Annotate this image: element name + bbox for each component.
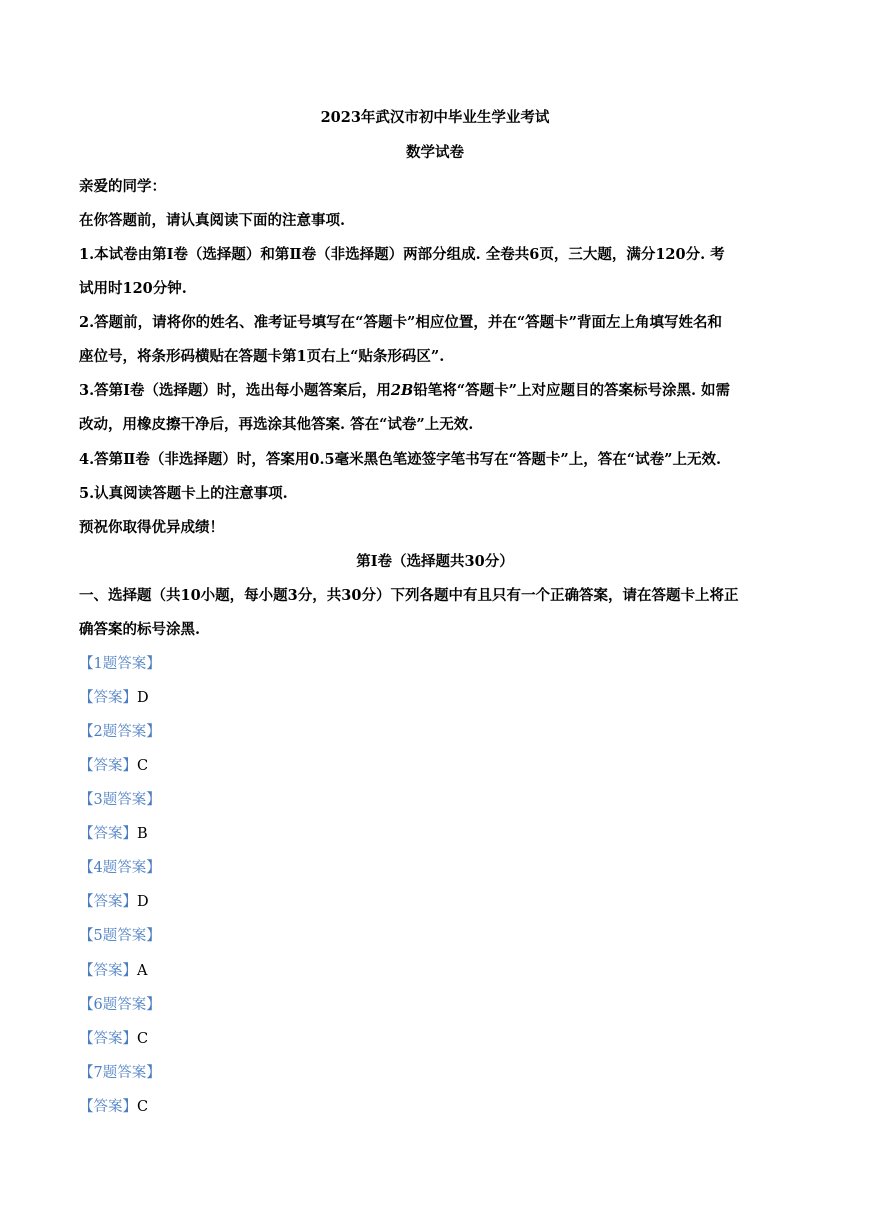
answer-value: B bbox=[137, 826, 148, 842]
section-instruction-line-1: 一、选择题（共10小题，每小题3分，共30分）下列各题中有且只有一个正确答案，请在答题卡上将正 bbox=[79, 587, 739, 604]
answer-value: A bbox=[137, 963, 148, 979]
question-label: 【3题答案】 bbox=[79, 792, 161, 808]
answer-value: D bbox=[137, 690, 149, 706]
section-instruction-line-2: 确答案的标号涂黑. bbox=[79, 621, 201, 638]
answer-value: C bbox=[137, 1031, 149, 1047]
question-label: 【6题答案】 bbox=[79, 997, 161, 1013]
question-label: 【5题答案】 bbox=[79, 928, 161, 944]
pencil-grade: 2B bbox=[390, 382, 414, 399]
notice-wish: 预祝你取得优异成绩！ bbox=[79, 519, 224, 536]
section-title: 第Ⅰ卷（选择题共30分） bbox=[356, 553, 514, 570]
question-label: 【2题答案】 bbox=[79, 724, 161, 740]
question-label: 【4题答案】 bbox=[79, 860, 161, 876]
notice-item-5: 5.认真阅读答题卡上的注意事项. bbox=[79, 485, 288, 502]
answer-tag: 【答案】 bbox=[79, 758, 137, 774]
notice-item-2-line-1: 2.答题前，请将你的姓名、准考证号填写在“答题卡”相应位置，并在“答题卡”背面左上角填写姓名和 bbox=[79, 314, 722, 331]
answer-line bbox=[79, 688, 791, 708]
exam-title: 2023年武汉市初中毕业生学业考试 bbox=[320, 109, 550, 126]
notice-item-3-line-1 bbox=[79, 381, 791, 401]
answer-line bbox=[79, 892, 791, 912]
notice-item-4: 4.答第Ⅱ卷（非选择题）时，答案用0.5毫米黑色笔迹签字笔书写在“答题卡”上，答在“试卷”上无效. bbox=[79, 451, 721, 468]
question-label: 【1题答案】 bbox=[79, 656, 161, 672]
answer-tag: 【答案】 bbox=[79, 826, 137, 842]
answer-line bbox=[79, 1097, 791, 1117]
notice-item-1-line-2: 试用时120分钟. bbox=[79, 280, 187, 297]
answer-line bbox=[79, 961, 791, 981]
answer-tag: 【答案】 bbox=[79, 1031, 137, 1047]
answer-value: C bbox=[137, 758, 149, 774]
exam-subtitle: 数学试卷 bbox=[406, 144, 464, 161]
notice-item-3-part-a: 3.答第Ⅰ卷（选择题）时，选出每小题答案后，用 bbox=[79, 382, 391, 399]
answer-tag: 【答案】 bbox=[79, 963, 137, 979]
answer-line bbox=[79, 824, 791, 844]
notice-item-3-part-c: 铅笔将“答题卡”上对应题目的答案标号涂黑. 如需 bbox=[413, 382, 731, 399]
answer-line bbox=[79, 756, 791, 776]
notice-intro: 在你答题前，请认真阅读下面的注意事项. bbox=[79, 212, 346, 229]
notice-item-3-line-2: 改动，用橡皮擦干净后，再选涂其他答案. 答在“试卷”上无效. bbox=[79, 416, 474, 433]
answer-tag: 【答案】 bbox=[79, 894, 137, 910]
answer-value: C bbox=[137, 1099, 149, 1115]
notice-item-1-line-1: 1.本试卷由第Ⅰ卷（选择题）和第Ⅱ卷（非选择题）两部分组成. 全卷共6页，三大题，满分120分. 考 bbox=[79, 246, 725, 263]
question-label: 【7题答案】 bbox=[79, 1065, 161, 1081]
answer-value: D bbox=[137, 894, 149, 910]
answer-tag: 【答案】 bbox=[79, 690, 137, 706]
notice-greeting: 亲爱的同学： bbox=[79, 178, 166, 195]
answer-tag: 【答案】 bbox=[79, 1099, 137, 1115]
answer-line bbox=[79, 1029, 791, 1049]
notice-item-2-line-2: 座位号，将条形码横贴在答题卡第1页右上“贴条形码区”. bbox=[79, 348, 445, 365]
